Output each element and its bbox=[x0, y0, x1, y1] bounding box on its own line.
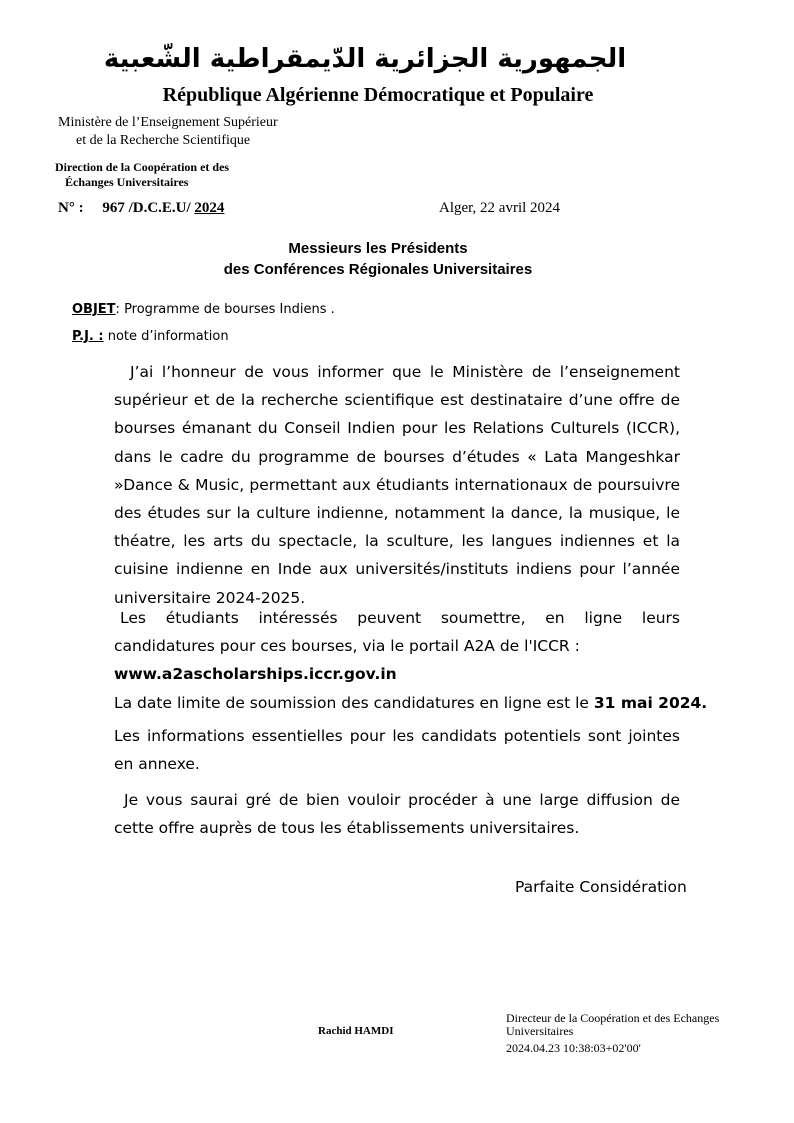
closing-formula: Parfaite Considération bbox=[515, 878, 687, 896]
ministry-line-2: et de la Recherche Scientifique bbox=[76, 133, 251, 148]
objet-line: OBJET: Programme de bourses Indiens . bbox=[72, 302, 335, 317]
addressee-line-1: Messieurs les Présidents bbox=[288, 240, 468, 257]
pj-text: note d’information bbox=[107, 329, 229, 344]
paragraph-3-text: Je vous saurai gré de bien vouloir procéder à une large diffusion de cette offre auprès de tous les établissements universitaires. bbox=[114, 791, 680, 838]
deadline-date: 31 mai 2024. bbox=[593, 694, 708, 712]
body-paragraph-3 bbox=[114, 786, 680, 842]
signature-timestamp: 2024.04.23 10:38:03+02'00' bbox=[506, 1041, 641, 1055]
objet-label: OBJET bbox=[72, 302, 116, 317]
deadline-text: La date limite de soumission des candidatures en ligne est le bbox=[114, 694, 589, 712]
info-paragraph bbox=[114, 722, 680, 778]
deadline-line bbox=[114, 694, 707, 712]
direction-line-1: Direction de la Coopération et des bbox=[55, 160, 230, 174]
signatory-name: Rachid HAMDI bbox=[318, 1025, 394, 1037]
arabic-header: الجمهورية الجزائرية الدّيمقراطية الشّعبية bbox=[103, 44, 627, 74]
reference-prefix: N° : bbox=[58, 200, 84, 216]
reference-number bbox=[58, 200, 224, 217]
info-text: Les informations essentielles pour les candidats potentiels sont jointes en annexe. bbox=[114, 727, 680, 774]
signatory-title: Directeur de la Coopération et des Echanges Universitaires bbox=[506, 1011, 720, 1038]
paragraph-2-text: Les étudiants intéressés peuvent soumettre, en ligne leurs candidatures pour ces bourses, via le portail A2A de l'ICCR : bbox=[114, 609, 680, 656]
body-paragraph-1 bbox=[114, 358, 680, 612]
republic-title: République Algérienne Démocratique et Populaire bbox=[162, 84, 594, 106]
place-date: Alger, 22 avril 2024 bbox=[439, 200, 561, 216]
addressee-line-2: des Conférences Régionales Universitaires bbox=[223, 261, 533, 278]
reference-year: 2024 bbox=[194, 200, 225, 216]
reference-code: 967 /D.C.E.U/ bbox=[102, 200, 191, 216]
portal-url: www.a2ascholarships.iccr.gov.in bbox=[114, 665, 397, 683]
paragraph-1-text: J’ai l’honneur de vous informer que le Ministère de l’enseignement supérieur et de la recherche scientifique est destinataire d’une offre de bourses émanant du Conseil Indien pour les Relations Culturels (ICCR), dans le cadre du programme de bourses d’études « Lata Mangeshkar »Dance & Music, permettant aux étudiants internationaux de poursuivre des études sur la culture indienne, notamment la dance, la musique, le théatre, les arts du spectacle, la sculture, les langues indiennes et la cuisine indienne en Inde aux universités/instituts indiens pour l’année universitaire 2024-2025. bbox=[114, 363, 680, 607]
body-paragraph-2 bbox=[114, 604, 680, 660]
objet-text: Programme de bourses Indiens . bbox=[124, 302, 335, 317]
direction-line-2: Échanges Universitaires bbox=[65, 175, 189, 189]
pj-line bbox=[72, 329, 229, 344]
ministry-line-1: Ministère de l’Enseignement Supérieur bbox=[58, 115, 278, 130]
pj-label: P.J. : bbox=[72, 329, 104, 344]
